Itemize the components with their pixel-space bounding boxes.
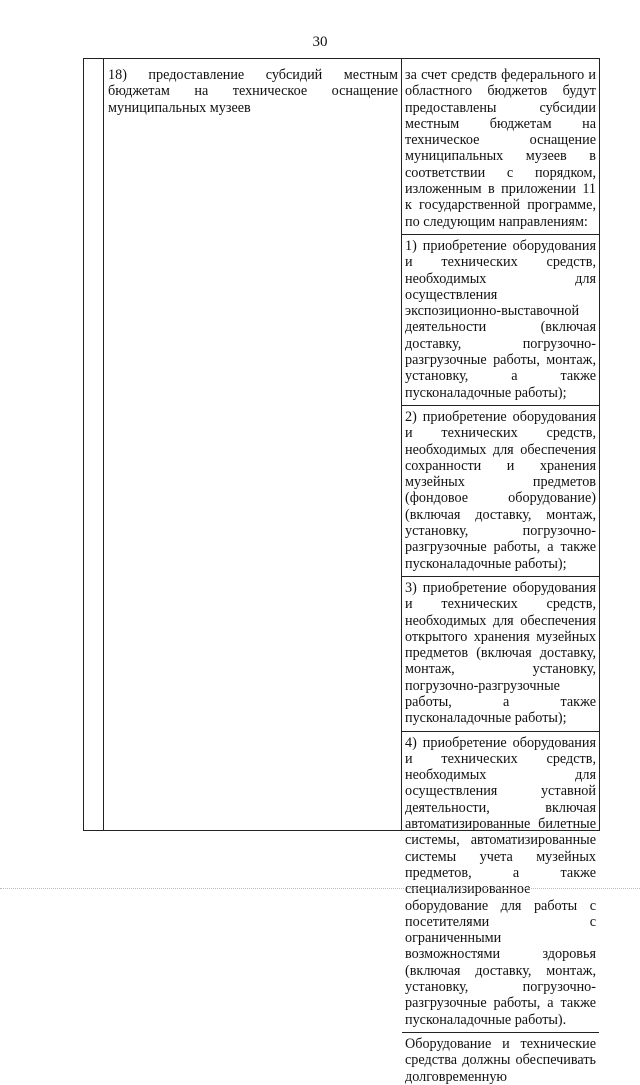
description-intro: за счет средств федерального и областного бюджетов будут предоставлены субсидии местным бюджетам на техническое оснащение муниципальных музеев в соответствии с порядком, изложенным в приложении 11 к государственной программе, по следующим направлениям: (405, 67, 596, 230)
page-number: 30 (312, 34, 328, 50)
item-divider (402, 1032, 599, 1033)
measures-table (83, 58, 600, 1085)
measure-description-cell (402, 59, 599, 1085)
description-item-4: 4) приобретение оборудования и технических средств, необходимых для осуществления уставной деятельности, включая автоматизированные билетные системы, автоматизированные системы учета музейных предметов, а также специализированное оборудование для работы с посетителями с ограниченными возможностями здоровья (включая доставку, монтаж, установку, погрузочно-разгрузочные работы, а также пусконаладочные работы). (405, 734, 596, 1028)
page-edge-line (0, 888, 640, 889)
description-item-1: 1) приобретение оборудования и технических средств, необходимых для осуществления экспозиционно-выставочной деятельности (включая доставку, погрузочно-разгрузочные работы, монтаж, установку, а также пусконаладочные работы); (405, 237, 596, 401)
description-item-3: 3) приобретение оборудования и технических средств, необходимых для обеспечения открытого хранения музейных предметов (включая доставку, монтаж, установку, погрузочно-разгрузочные работы, а также пусконаладочные работы); (405, 579, 596, 727)
item-divider (402, 234, 599, 235)
item-divider (402, 731, 599, 732)
description-conclusion: Оборудование и технические средства должны обеспечивать долговременную (405, 1035, 596, 1085)
item-divider (402, 576, 599, 577)
item-divider (402, 405, 599, 406)
description-item-2: 2) приобретение оборудования и технических средств, необходимых для обеспечения сохранности и хранения музейных предметов (фондовое оборудование) (включая доставку, монтаж, установку, погрузочно-разгрузочные работы, а также пусконаладочные работы); (405, 408, 596, 572)
table-number-column (84, 59, 104, 830)
measure-name-cell (104, 59, 402, 830)
measure-name-text: 18) предоставление субсидий местным бюджетам на техническое оснащение муниципальных музеев (108, 67, 398, 116)
